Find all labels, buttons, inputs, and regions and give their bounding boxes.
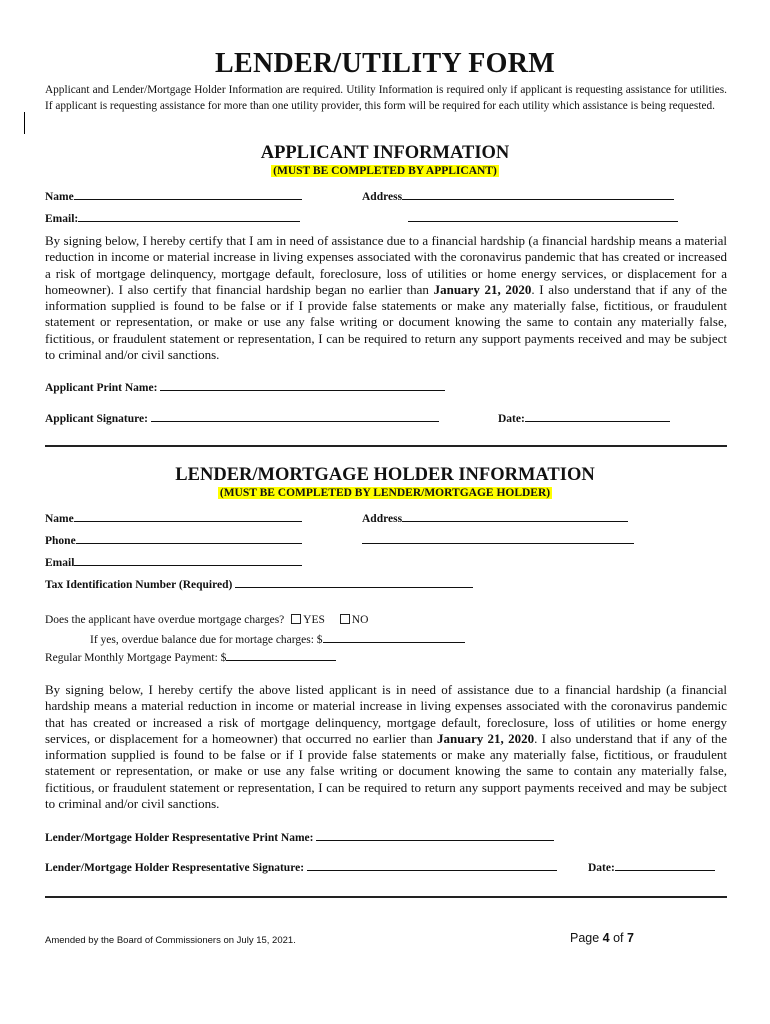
no-label: NO [351, 614, 369, 626]
lender-phone-label: Phone [45, 535, 76, 547]
text-cursor [24, 112, 25, 134]
lender-name-label: Name [45, 513, 74, 525]
lender-name-field[interactable] [45, 510, 302, 525]
lender-tax-id-field[interactable] [45, 576, 473, 591]
lender-tax-id-label: Tax Identification Number (Required) [45, 579, 233, 591]
lender-note [0, 487, 770, 499]
applicant-name-line[interactable] [74, 188, 302, 200]
applicant-name-label: Name [45, 191, 74, 203]
applicant-cert-text-1: By signing below, I hereby certify that I am in need of assistance due to a financial hardship (a financial hardship means a material reduction in income or material increase in living expenses associated with the coronavirus pandemic that has created or increased a risk of mortgage delinquency, mortgage default, foreclosure, loss of utilities or home energy services, or displacement for a homeowner). I also certify that financial hardship began no earlier than [45, 233, 727, 297]
applicant-email-field[interactable] [45, 210, 300, 225]
lender-phone-field[interactable] [45, 532, 302, 547]
applicant-date-field[interactable] [498, 410, 670, 425]
lender-email-line[interactable] [74, 554, 302, 566]
overdue-no-option[interactable] [340, 614, 369, 626]
applicant-address-line-2[interactable] [408, 210, 678, 225]
yes-checkbox[interactable] [291, 614, 301, 624]
applicant-address-field[interactable] [362, 188, 674, 203]
no-checkbox[interactable] [340, 614, 350, 624]
rep-signature-field[interactable] [45, 859, 557, 874]
applicant-note [0, 165, 770, 177]
page-prefix: Page [570, 931, 603, 945]
page-of: of [609, 931, 627, 945]
applicant-certification [45, 233, 727, 363]
form-title: LENDER/UTILITY FORM [215, 48, 555, 79]
applicant-name-field[interactable] [45, 188, 302, 203]
applicant-address-line-2-rule[interactable] [408, 210, 678, 222]
rep-print-name-label: Lender/Mortgage Holder Respresentative Print Name: [45, 832, 314, 844]
overdue-balance-field[interactable] [90, 631, 465, 646]
applicant-email-label: Email: [45, 213, 79, 225]
monthly-payment-label: Regular Monthly Mortgage Payment: $ [45, 652, 227, 664]
rep-date-line[interactable] [615, 859, 715, 871]
overdue-question-row [45, 614, 368, 626]
applicant-date-line[interactable] [525, 410, 670, 422]
lender-phone-line[interactable] [76, 532, 302, 544]
rep-signature-label: Lender/Mortgage Holder Respresentative Signature: [45, 862, 305, 874]
lender-address-line-2-rule[interactable] [362, 532, 634, 544]
applicant-cert-text-2: . I also understand that if any of the information supplied is found to be false or if I provide false statements or make any materially false, fictitious, or fraudulent statement or representation, or make or use any false writing or document knowing the same to contain any materially false, fictitious, or fraudulent statement or representation, I can be required to return any support payments received and may be subject to criminal and/or civil sanctions. [45, 281, 728, 363]
applicant-signature-label: Applicant Signature: [45, 413, 148, 425]
page-number [570, 931, 634, 945]
lender-cert-date: January 21, 2020 [437, 730, 535, 746]
rep-print-name-field[interactable] [45, 829, 554, 844]
yes-label: YES [303, 614, 325, 626]
lender-address-line-2[interactable] [362, 532, 634, 547]
overdue-balance-label: If yes, overdue balance due for mortage charges: $ [90, 634, 323, 646]
monthly-payment-field[interactable] [45, 649, 336, 664]
lender-tax-id-line[interactable] [235, 576, 473, 588]
lender-address-field[interactable] [362, 510, 628, 525]
section-divider-2 [45, 896, 727, 898]
monthly-payment-line[interactable] [226, 649, 336, 661]
lender-name-line[interactable] [74, 510, 302, 522]
applicant-email-line[interactable] [78, 210, 300, 222]
applicant-print-name-field[interactable] [45, 379, 445, 394]
applicant-date-label: Date: [498, 413, 525, 425]
rep-print-name-line[interactable] [316, 829, 554, 841]
lender-address-line[interactable] [402, 510, 628, 522]
applicant-note-highlight: (MUST BE COMPLETED BY APPLICANT) [273, 165, 497, 177]
section-divider-1 [45, 445, 727, 447]
intro-text: Applicant and Lender/Mortgage Holder Information are required. Utility Information is required only if applicant is requesting assistance for utilities. If applicant is requesting assistance for more than one utility provider, this form will be required for each utility which assistance is being requested. [45, 84, 727, 112]
rep-signature-line[interactable] [307, 859, 557, 871]
lender-certification [45, 682, 727, 812]
applicant-cert-date: January 21, 2020 [433, 281, 532, 297]
lender-email-label: Email [45, 557, 75, 569]
applicant-print-name-label: Applicant Print Name: [45, 382, 158, 394]
overdue-question: Does the applicant have overdue mortgage charges? [45, 614, 285, 626]
page-current: 4 [602, 931, 610, 945]
applicant-print-name-line[interactable] [160, 379, 445, 391]
lender-note-highlight: (MUST BE COMPLETED BY LENDER/MORTGAGE HOLDER) [219, 487, 551, 499]
applicant-signature-field[interactable] [45, 410, 439, 425]
overdue-yes-option[interactable] [291, 614, 325, 626]
overdue-balance-line[interactable] [323, 631, 465, 643]
lender-cert-text-1: By signing below, I hereby certify the above listed applicant is in need of assistance due to a financial hardship (a financial hardship means a material reduction in income or material increase in living expenses associated with the coronavirus pandemic that has created or increased a risk of mortgage delinquency, mortgage default, foreclosure, loss of utilities or home energy services, or displacement for a homeowner) that occurred no earlier than [45, 682, 727, 746]
lender-address-label: Address [362, 513, 403, 525]
page-total: 7 [627, 931, 634, 945]
applicant-address-line[interactable] [402, 188, 674, 200]
applicant-heading: APPLICANT INFORMATION [260, 143, 510, 163]
applicant-signature-line[interactable] [151, 410, 439, 422]
rep-date-field[interactable] [588, 859, 715, 874]
rep-date-label: Date: [588, 862, 615, 874]
amended-note: Amended by the Board of Commissioners on July 15, 2021. [45, 935, 296, 946]
applicant-address-label: Address [362, 191, 403, 203]
lender-email-field[interactable] [45, 554, 302, 569]
lender-cert-text-2: . I also understand that if any of the information supplied is found to be false or if I provide false statements or make any materially false, fictitious, or fraudulent statement or representation, or make or use any false writing or document knowing the same to contain any materially false, fictitious, or fraudulent statement or representation, I can be required to return any support payments received and may be subject to criminal and/or civil sanctions. [45, 730, 727, 812]
lender-heading: LENDER/MORTGAGE HOLDER INFORMATION [175, 465, 595, 485]
